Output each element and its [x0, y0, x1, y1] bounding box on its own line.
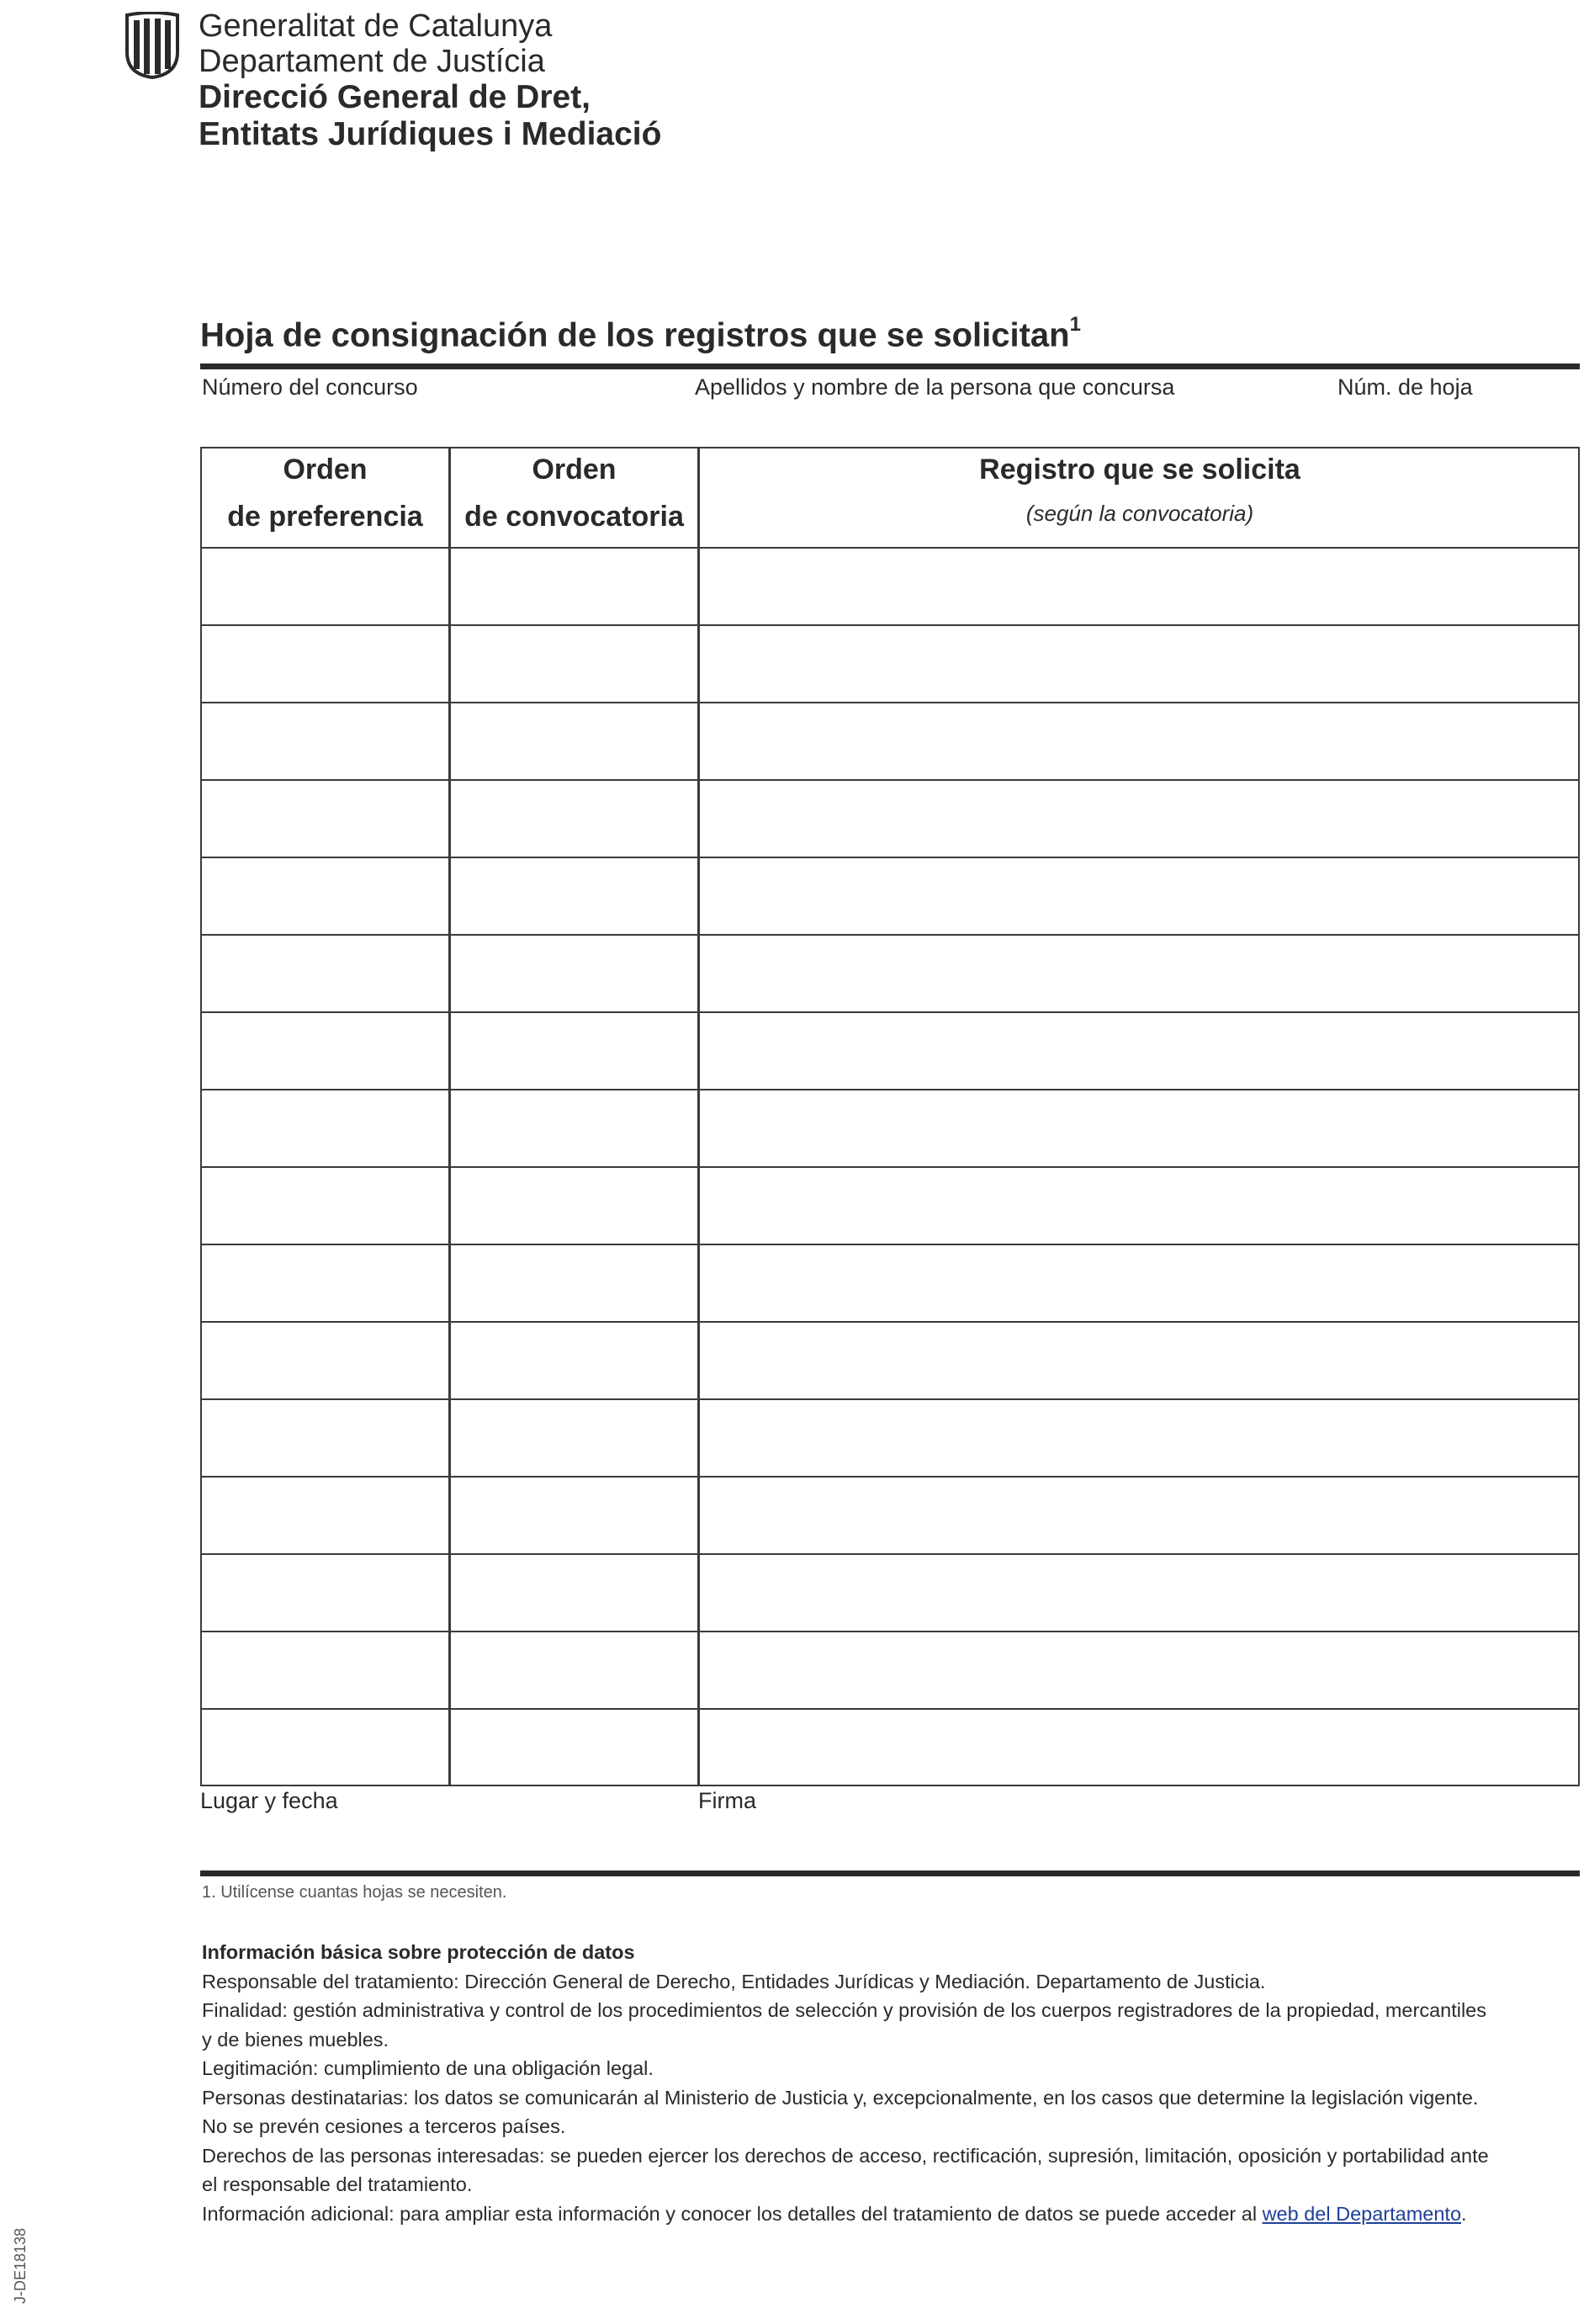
- requested-registry-cell[interactable]: [700, 1400, 1578, 1476]
- preference-order-cell[interactable]: [202, 781, 448, 857]
- preference-order-cell[interactable]: [202, 1090, 448, 1166]
- requested-registry-cell[interactable]: [700, 549, 1578, 624]
- preference-order-cell[interactable]: [202, 1632, 448, 1708]
- header-call-order: [451, 448, 697, 548]
- org-government-name: Generalitat de Catalunya: [199, 8, 553, 44]
- data-protection-line: No se prevén cesiones a terceros países.: [202, 2115, 566, 2137]
- preference-order-cell[interactable]: [202, 1245, 448, 1321]
- preference-order-cell[interactable]: [202, 549, 448, 624]
- data-protection-section: [202, 1938, 1581, 2228]
- org-directorate-line1: Direcció General de Dret,: [199, 79, 591, 115]
- call-order-cell[interactable]: [451, 703, 697, 779]
- data-protection-title: Información básica sobre protección de datos: [202, 1941, 635, 1963]
- preference-order-cell[interactable]: [202, 1168, 448, 1244]
- header-requested-registry-line1: Registro que se solicita: [979, 454, 1300, 485]
- footnote: 1. Utilícense cuantas hojas se necesiten.: [202, 1883, 507, 1902]
- call-order-cell[interactable]: [451, 1555, 697, 1631]
- call-order-cell[interactable]: [451, 1245, 697, 1321]
- requested-registry-cell[interactable]: [700, 1555, 1578, 1631]
- preference-order-cell[interactable]: [202, 936, 448, 1011]
- requested-registry-cell[interactable]: [700, 1478, 1578, 1553]
- data-protection-line: Personas destinatarias: los datos se comunicarán al Ministerio de Justicia y, excepcionalmente, en los casos que determine la legislación vigente.: [202, 2086, 1479, 2109]
- requested-registry-cell[interactable]: [700, 1323, 1578, 1398]
- data-protection-line: Legitimación: cumplimiento de una obligación legal.: [202, 2057, 654, 2079]
- preference-order-cell[interactable]: [202, 626, 448, 702]
- data-protection-line: y de bienes muebles.: [202, 2028, 389, 2051]
- header-preference-order-line1: Orden: [283, 454, 368, 485]
- call-order-cell[interactable]: [451, 1710, 697, 1785]
- header-call-order-line2: de convocatoria: [464, 501, 684, 533]
- call-order-cell[interactable]: [451, 626, 697, 702]
- header-requested-registry: [700, 448, 1580, 548]
- call-order-cell[interactable]: [451, 1168, 697, 1244]
- registry-request-table: [200, 447, 1580, 1786]
- contest-number-field[interactable]: Número del concurso: [202, 374, 418, 400]
- preference-order-cell[interactable]: [202, 703, 448, 779]
- call-order-cell[interactable]: [451, 781, 697, 857]
- requested-registry-cell[interactable]: [700, 1710, 1578, 1785]
- applicant-name-field[interactable]: Apellidos y nombre de la persona que concursa: [695, 374, 1175, 400]
- header-preference-order: [202, 448, 448, 548]
- department-website-link[interactable]: web del Departamento: [1262, 2202, 1462, 2225]
- call-order-cell[interactable]: [451, 1632, 697, 1708]
- form-title-text: Hoja de consignación de los registros que se solicitan: [200, 316, 1070, 354]
- data-protection-line: Finalidad: gestión administrativa y control de los procedimientos de selección y provisión de los cuerpos registradores de la propiedad, mercantiles: [202, 1999, 1486, 2021]
- place-date-field[interactable]: Lugar y fecha: [200, 1788, 338, 1813]
- org-directorate-line2: Entitats Jurídiques i Mediació: [199, 116, 662, 152]
- org-department-name: Departament de Justícia: [199, 44, 545, 79]
- preference-order-cell[interactable]: [202, 1013, 448, 1089]
- requested-registry-cell[interactable]: [700, 1245, 1578, 1321]
- call-order-cell[interactable]: [451, 1400, 697, 1476]
- data-protection-line: el responsable del tratamiento.: [202, 2173, 473, 2195]
- document-code: J-DE18138: [12, 2227, 29, 2304]
- additional-information-line: [202, 2199, 1581, 2229]
- call-order-cell[interactable]: [451, 1013, 697, 1089]
- header-call-order-line1: Orden: [532, 454, 617, 485]
- signature-field[interactable]: Firma: [698, 1788, 756, 1813]
- requested-registry-cell[interactable]: [700, 703, 1578, 779]
- requested-registry-cell[interactable]: [700, 1168, 1578, 1244]
- requested-registry-cell[interactable]: [700, 936, 1578, 1011]
- requested-registry-cell[interactable]: [700, 1013, 1578, 1089]
- preference-order-cell[interactable]: [202, 1555, 448, 1631]
- footer-divider: [200, 1870, 1580, 1876]
- preference-order-cell[interactable]: [202, 1478, 448, 1553]
- requested-registry-cell[interactable]: [700, 858, 1578, 934]
- header-preference-order-line2: de preferencia: [227, 501, 423, 533]
- preference-order-cell[interactable]: [202, 1323, 448, 1398]
- requested-registry-cell[interactable]: [700, 1632, 1578, 1708]
- organization-header: [199, 10, 661, 155]
- requested-registry-cell[interactable]: [700, 1090, 1578, 1166]
- preference-order-cell[interactable]: [202, 858, 448, 934]
- additional-information-text: Información adicional: para ampliar esta información y conocer los detalles del tratamiento de datos se puede acceder al: [202, 2202, 1263, 2225]
- call-order-cell[interactable]: [451, 858, 697, 934]
- catalonia-stripes-logo-icon: [122, 12, 183, 79]
- form-title: [200, 313, 1081, 354]
- call-order-cell[interactable]: [451, 1090, 697, 1166]
- form-title-footnote-mark: 1: [1069, 313, 1081, 336]
- header-requested-registry-note: (según la convocatoria): [1025, 501, 1254, 526]
- title-divider: [200, 363, 1580, 369]
- data-protection-line: Derechos de las personas interesadas: se pueden ejercer los derechos de acceso, rectificación, supresión, limitación, oposición y portabilidad ante: [202, 2144, 1489, 2167]
- call-order-cell[interactable]: [451, 1323, 697, 1398]
- additional-information-end: .: [1461, 2202, 1467, 2225]
- preference-order-cell[interactable]: [202, 1400, 448, 1476]
- preference-order-cell[interactable]: [202, 1710, 448, 1785]
- call-order-cell[interactable]: [451, 549, 697, 624]
- sheet-number-field[interactable]: Núm. de hoja: [1337, 374, 1473, 400]
- requested-registry-cell[interactable]: [700, 626, 1578, 702]
- data-protection-line: Responsable del tratamiento: Dirección General de Derecho, Entidades Jurídicas y Mediación. Departamento de Justicia.: [202, 1970, 1266, 1992]
- call-order-cell[interactable]: [451, 936, 697, 1011]
- requested-registry-cell[interactable]: [700, 781, 1578, 857]
- call-order-cell[interactable]: [451, 1478, 697, 1553]
